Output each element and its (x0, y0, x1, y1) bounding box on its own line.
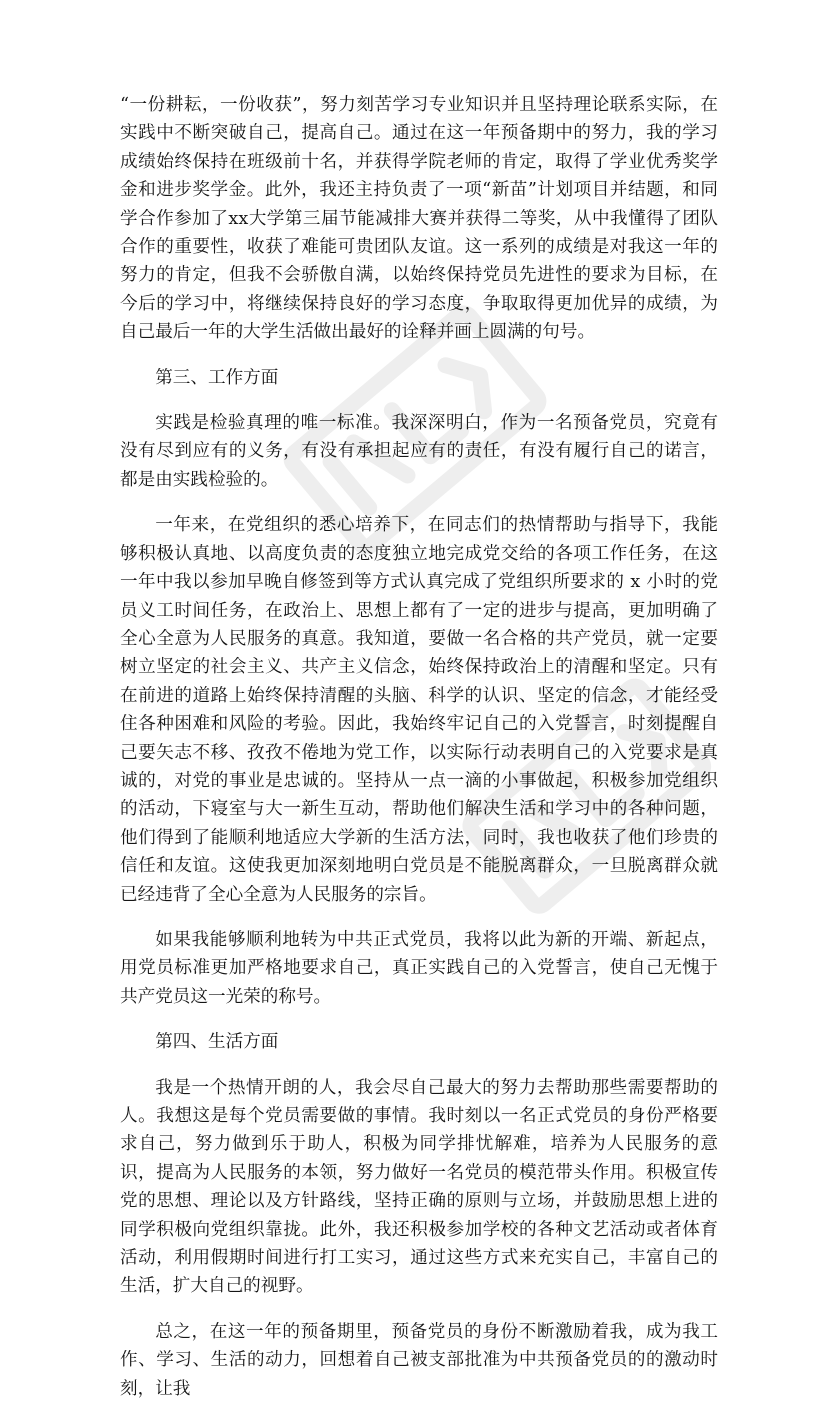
document-body (120, 91, 718, 1420)
paragraph-formal-member: 如果我能够顺利地转为中共正式党员，我将以此为新的开端、新起点，用党员标准更加严格地要求自己，真正实践自己的入党誓言，使自己无愧于共产党员这一光荣的称号。 (120, 929, 718, 1007)
paragraph-life: 我是一个热情开朗的人，我会尽自己最大的努力去帮助那些需要帮助的人。我想这是每个党员需要做的事情。我时刻以一名正式党员的身份严格要求自己，努力做到乐于助人，积极为同学排忧解难，培养为人民服务的意识，提高为人民服务的本领，努力做好一名党员的模范带头作用。积极宣传党的思想、理论以及方针路线，坚持正确的原则与立场，并鼓励思想上进的同学积极向党组织靠拢。此外，我还积极参加学校的各种文艺活动或者体育活动，利用假期时间进行打工实习，通过这些方式来充实自己，丰富自己的生活，扩大自己的视野。 (120, 1077, 718, 1297)
paragraph-study-continued: “一份耕耘，一份收获”，努力刻苦学习专业知识并且坚持理论联系实际，在实践中不断突破自己，提高自己。通过在这一年预备期中的努力，我的学习成绩始终保持在班级前十名，并获得学院老师的肯定，取得了学业优秀奖学金和进步奖学金。此外，我还主持负责了一项“新苗”计划项目并结题，和同学合作参加了xx大学第三届节能减排大赛并获得二等奖，从中我懂得了团队合作的重要性，收获了难能可贵团队友谊。这一系列的成绩是对我这一年的努力的肯定，但我不会骄傲自满，以始终保持党员先进性的要求为目标，在今后的学习中，将继续保持良好的学习态度，争取取得更加优异的成绩，为自己最后一年的大学生活做出最好的诠释并画上圆满的句号。 (120, 95, 718, 343)
paragraph-practice: 实践是检验真理的唯一标准。我深深明白，作为一名预备党员，究竟有没有尽到应有的义务，有没有承担起应有的责任，有没有履行自己的诺言，都是由实践检验的。 (120, 413, 718, 490)
heading-work: 第三、工作方面 (155, 367, 279, 388)
paragraph-summary: 总之，在这一年的预备期里，预备党员的身份不断激励着我，成为我工作、学习、生活的动力，回想着自己被支部批准为中共预备党员的的激动时刻，让我 (120, 1321, 718, 1399)
heading-life: 第四、生活方面 (155, 1032, 279, 1053)
paragraph-work-year: 一年来，在党组织的悉心培养下，在同志们的热情帮助与指导下，我能够积极认真地、以高度负责的态度独立地完成党交给的各项工作任务，在这一年中我以参加早晚自修签到等方式认真完成了党组织所要求的 x 小时的党员义工时间任务，在政治上、思想上都有了一定的进步与提高，更加明确了全心全意为人民服务的真意。我知道，要做一名合格的共产党员，就一定要树立坚定的社会主义、共产主义信念，始终保持政治上的清醒和坚定。只有在前进的道路上始终保持清醒的头脑、科学的认识、坚定的信念，才能经受住各种困难和风险的考验。因此，我始终牢记自己的入党誓言，时刻提醒自己要矢志不移、孜孜不倦地为党工作，以实际行动表明自己的入党要求是真诚的，对党的事业是忠诚的。坚持从一点一滴的小事做起，积极参加党组织的活动，下寝室与大一新生互动，帮助他们解决生活和学习中的各种问题，他们得到了能顺利地适应大学新的生活方法，同时，我也收获了他们珍贵的信任和友谊。这使我更加深刻地明白党员是不能脱离群众，一旦脱离群众就已经违背了全心全意为人民服务的宗旨。 (120, 515, 718, 905)
